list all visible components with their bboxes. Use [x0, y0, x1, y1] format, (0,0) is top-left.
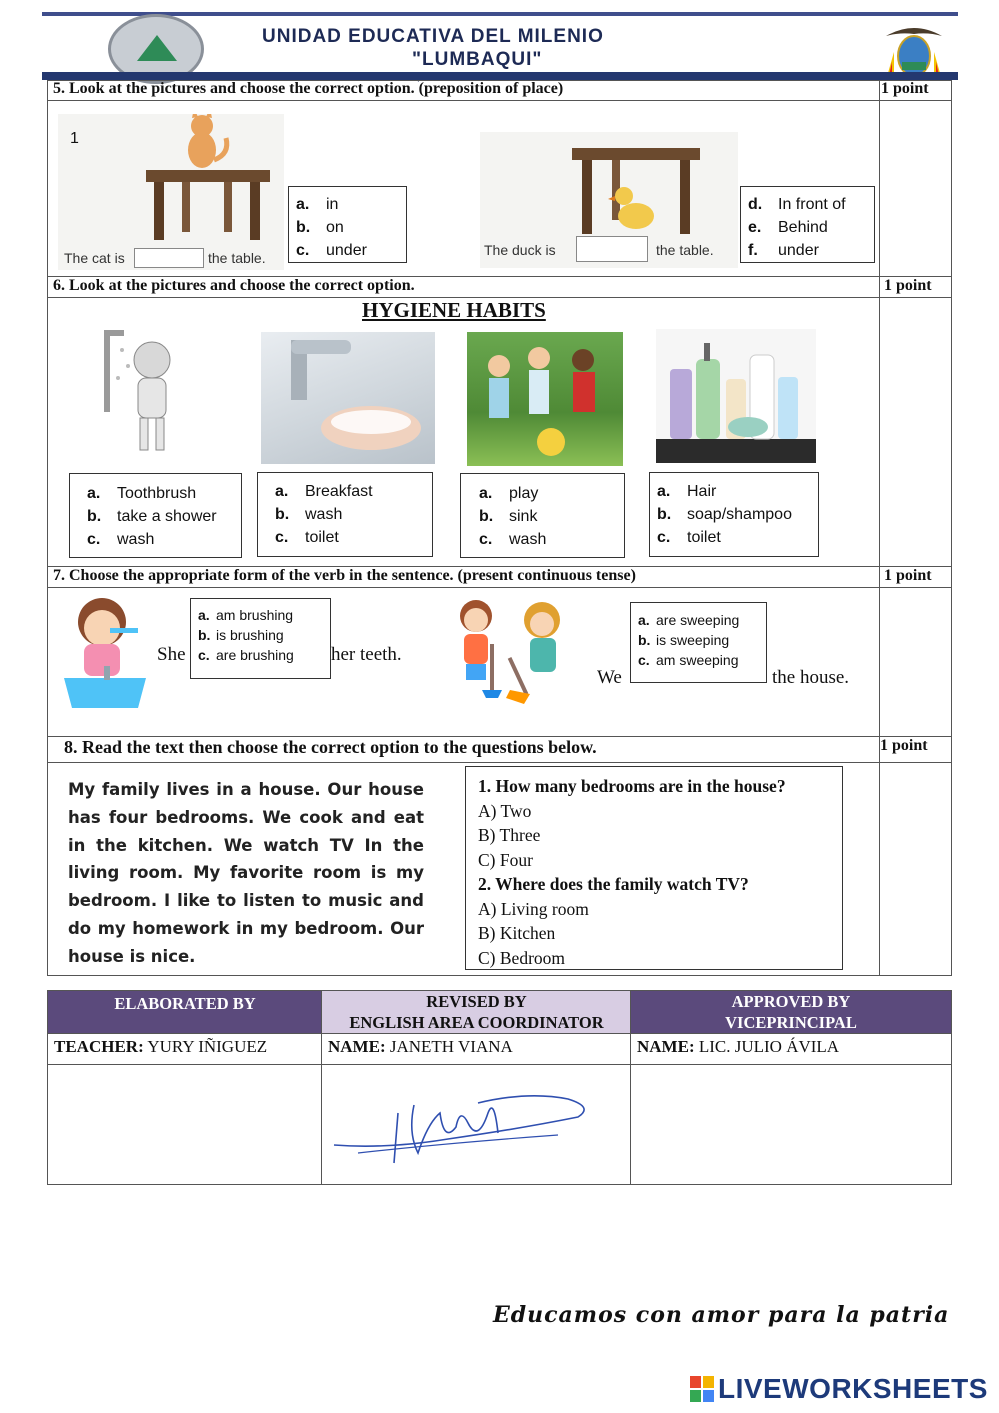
option-row[interactable]: e. Behind	[748, 219, 828, 236]
option-row[interactable]: b. is sweeping	[638, 632, 730, 648]
school-name: UNIDAD EDUCATIVA DEL MILENIO	[262, 26, 604, 47]
hygiene-heading: HYGIENE HABITS	[362, 298, 546, 322]
q7-options-1	[190, 598, 331, 679]
sentence-2-rest: the house.	[772, 667, 850, 688]
answer-option[interactable]: A) Two	[478, 800, 532, 821]
question-6-title: 6. Look at the pictures and choose the correct option.	[53, 277, 415, 294]
coordinator-signature	[328, 1083, 590, 1169]
q6-options-2	[257, 472, 433, 557]
school-banner	[42, 12, 958, 80]
q5-options-2	[740, 186, 875, 263]
duck-answer-blank[interactable]	[576, 236, 648, 262]
option-row[interactable]: c. toilet	[657, 529, 721, 546]
option-row[interactable]: b. sink	[479, 508, 538, 525]
option-row[interactable]: b. soap/shampoo	[657, 506, 792, 523]
picture-number: 1	[70, 130, 79, 147]
option-row[interactable]: c. are brushing	[198, 647, 294, 663]
option-row[interactable]: b. is brushing	[198, 627, 284, 643]
option-row[interactable]: a. play	[479, 485, 539, 502]
cat-table-illustration	[138, 114, 278, 244]
option-row[interactable]: c. toilet	[275, 529, 339, 546]
option-row[interactable]: b. on	[296, 219, 344, 236]
duck-table-illustration	[566, 144, 706, 248]
q6-options-1	[69, 473, 242, 558]
elaborated-by-header: ELABORATED BY	[48, 991, 322, 1033]
signature-table	[47, 990, 952, 1185]
girl-brushing-teeth-picture	[50, 592, 158, 712]
q6-options-4	[649, 472, 819, 557]
viceprincipal-name-cell: NAME: LIC. JULIO ÁVILA	[631, 1033, 951, 1064]
option-row[interactable]: a. am brushing	[198, 607, 294, 623]
answer-option[interactable]: B) Three	[478, 825, 541, 845]
reading-passage: My family lives in a house. Our house has four bedrooms. We cook and eat in the kitchen. We watch TV In the living room. My favorite room is my bedroom. I like to listen to music and do my homework in my bedroom. Our house is nice.	[68, 780, 424, 966]
question-1: 1. How many bedrooms are in the house?	[478, 776, 786, 796]
option-row[interactable]: a. are sweeping	[638, 612, 740, 628]
cat-caption-after: the table.	[208, 250, 266, 266]
duck-under-table-picture	[480, 132, 738, 268]
kids-sweeping-picture	[446, 594, 582, 708]
school-motto: Educamos con amor para la patria	[493, 1302, 950, 1328]
option-row[interactable]: a. Breakfast	[275, 483, 373, 500]
answer-option[interactable]: C) Bedroom	[478, 947, 566, 968]
option-row[interactable]: a. Hair	[657, 483, 717, 500]
option-row[interactable]: c. am sweeping	[638, 652, 739, 668]
option-row[interactable]: b. take a shower	[87, 508, 217, 525]
question-7-points: 1 point	[884, 567, 932, 584]
duck-caption-after: the table.	[656, 242, 714, 258]
option-row[interactable]: c. wash	[479, 531, 547, 548]
option-row[interactable]: a. Toothbrush	[87, 485, 197, 502]
answer-option[interactable]: A) Living room	[478, 898, 589, 919]
option-row[interactable]: b. wash	[275, 506, 343, 523]
answer-option[interactable]: B) Kitchen	[478, 923, 556, 943]
hand-washing-picture	[261, 332, 435, 464]
sentence-1-subject: She	[157, 644, 186, 665]
q7-options-2	[630, 602, 767, 683]
school-name-line2: "LUMBAQUI"	[412, 49, 543, 70]
cat-answer-blank[interactable]	[134, 248, 204, 268]
sentence-1-rest: her teeth.	[331, 644, 402, 665]
duck-caption-before: The duck is	[484, 242, 556, 258]
question-5-points: 1 point	[881, 80, 929, 97]
sentence-2-subject: We	[597, 667, 622, 688]
children-playing-picture	[467, 332, 623, 466]
q5-options-1	[288, 186, 407, 263]
liveworksheets-icon	[690, 1376, 714, 1402]
cat-on-table-picture	[58, 114, 284, 270]
option-row[interactable]: d. In front of	[748, 196, 846, 213]
revised-by-header: REVISED BY ENGLISH AREA COORDINATOR	[322, 991, 631, 1033]
question-7-title: 7. Choose the appropriate form of the verb in the sentence. (present continuous tense)	[53, 567, 636, 584]
answer-option[interactable]: C) Four	[478, 849, 533, 870]
approved-by-header: APPROVED BY VICEPRINCIPAL	[631, 991, 951, 1033]
option-row[interactable]: f. under	[748, 242, 819, 259]
option-row[interactable]: c. wash	[87, 531, 155, 548]
question-8-points: 1 point	[880, 737, 928, 754]
coordinator-name-cell: NAME: JANETH VIANA	[322, 1033, 631, 1064]
question-8-title: 8. Read the text then choose the correct option to the questions below.	[64, 737, 597, 757]
question-2: 2. Where does the family watch TV?	[478, 874, 749, 894]
question-6-points: 1 point	[884, 277, 932, 294]
cat-caption-before: The cat is	[64, 250, 125, 266]
teacher-name-cell: TEACHER: YURY IÑIGUEZ	[48, 1033, 322, 1064]
option-row[interactable]: c. under	[296, 242, 367, 259]
q6-options-3	[460, 473, 625, 558]
shower-picture	[98, 326, 186, 458]
option-row[interactable]: a. in	[296, 196, 339, 213]
question-5-title: 5. Look at the pictures and choose the correct option. (preposition of place)	[53, 80, 564, 97]
reading-questions-box	[465, 766, 843, 970]
liveworksheets-logo: LIVEWORKSHEETS	[690, 1373, 988, 1405]
soap-shampoo-picture	[656, 329, 816, 463]
